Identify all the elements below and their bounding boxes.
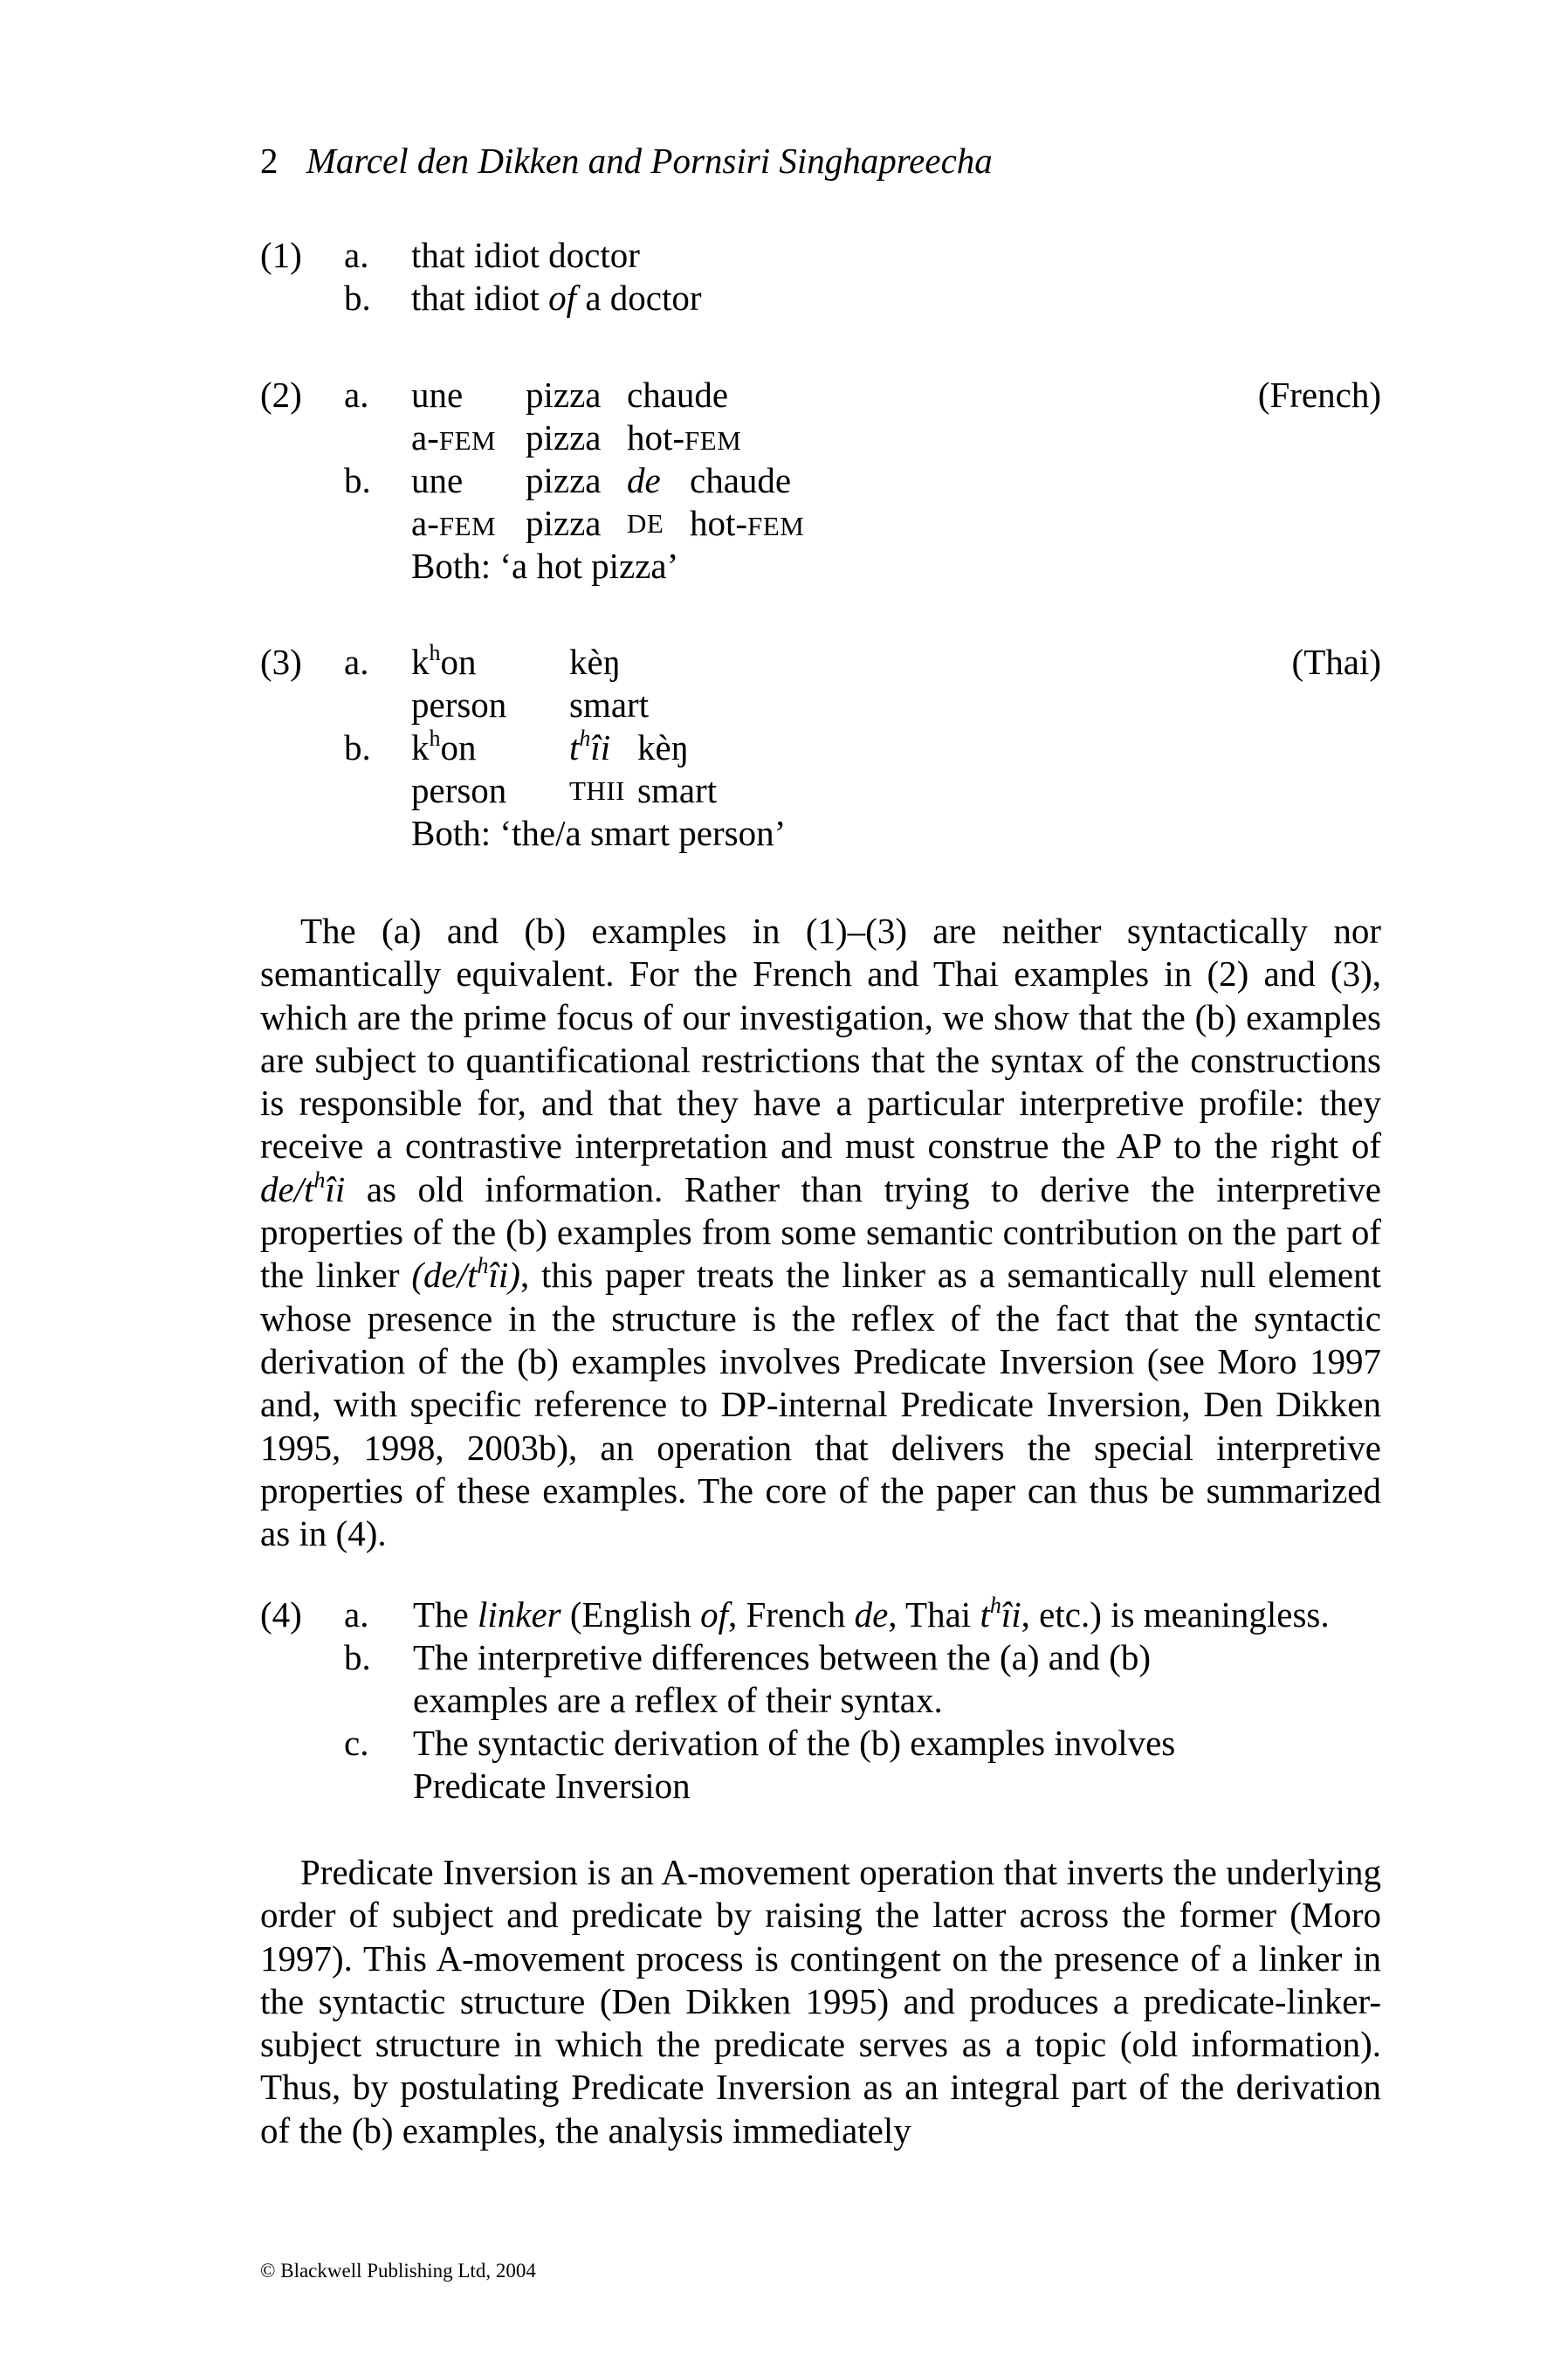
example-2a-gloss: [260, 416, 1381, 459]
example-3b: [260, 726, 1381, 769]
example-1b: [260, 277, 1381, 320]
example-label: c.: [344, 1723, 369, 1763]
word: $k^hon$: [411, 726, 477, 767]
word: chaude: [627, 375, 729, 415]
example-3a-gloss: [260, 684, 1381, 726]
example-4c: [260, 1722, 1395, 1807]
example-text: that idiot doctor: [411, 235, 640, 275]
page-number: 2: [260, 141, 279, 181]
example-1a: [260, 234, 1381, 277]
gloss: hot-FEM: [627, 417, 742, 458]
example-4b: [260, 1636, 1395, 1722]
word: une: [411, 460, 464, 500]
example-label: a.: [344, 642, 369, 682]
example-label: a.: [344, 235, 369, 275]
example-label: b.: [344, 278, 371, 318]
example-3: [260, 641, 1381, 855]
linker-parenthetical: $(de/t^hîi)$: [411, 1253, 520, 1296]
example-2b: [260, 459, 1381, 502]
example-3a: [260, 641, 1381, 684]
example-label: a.: [344, 1594, 369, 1635]
language-label: (Thai): [1291, 642, 1381, 682]
example-3-translation: [260, 812, 1381, 855]
gloss: smart: [637, 770, 718, 810]
word: chaude: [690, 460, 792, 500]
gloss: person: [411, 770, 507, 810]
example-number: (3): [260, 642, 302, 682]
linker-word: de: [627, 460, 661, 500]
gloss: hot-FEM: [690, 503, 805, 543]
example-text: The syntactic derivation of the (b) examples involves Predicate Inversion: [413, 1723, 1176, 1806]
gloss: a-FEM: [411, 417, 497, 458]
running-title: Marcel den Dikken and Pornsiri Singhapreecha: [306, 141, 993, 181]
example-number: (4): [260, 1594, 302, 1635]
translation: Both: ‘the/a smart person’: [411, 813, 787, 853]
running-header: [260, 140, 993, 182]
example-2a: [260, 374, 1381, 416]
copyright-footer: © Blackwell Publishing Ltd, 2004: [260, 2260, 536, 2282]
example-number: (1): [260, 235, 302, 275]
word: $k^hon$: [411, 640, 477, 682]
linker-de-thii: $de/t^hîi$: [260, 1167, 346, 1209]
word: pizza: [526, 375, 602, 415]
word: kèŋ: [569, 642, 621, 682]
translation: Both: ‘a hot pizza’: [411, 546, 679, 586]
gloss: THII: [569, 775, 625, 806]
linker-word: of: [548, 278, 577, 318]
example-text: that idiot of a doctor: [411, 278, 702, 318]
language-label: (French): [1257, 375, 1381, 415]
example-2-translation: [260, 545, 1381, 588]
gloss: DE: [627, 508, 664, 539]
linker-word: $t^hîi$: [569, 726, 611, 767]
word: une: [411, 375, 464, 415]
example-4: [260, 1594, 1395, 1807]
example-4a: [260, 1594, 1395, 1636]
gloss: person: [411, 685, 507, 725]
gloss: pizza: [526, 503, 602, 543]
example-label: b.: [344, 460, 371, 500]
example-text: The interpretive differences between the (a) and (b) examples are a reflex of their syntax.: [413, 1637, 1152, 1720]
example-text: The linker (English of, French de, Thai $t^hîi$, etc.) is meaningless.: [413, 1593, 1330, 1635]
example-label: a.: [344, 375, 369, 415]
gloss: smart: [569, 685, 650, 725]
gloss: a-FEM: [411, 503, 497, 543]
example-1: [260, 234, 1381, 320]
example-label: b.: [344, 727, 371, 767]
gloss: pizza: [526, 417, 602, 458]
example-number: (2): [260, 375, 302, 415]
word: pizza: [526, 460, 602, 500]
example-3b-gloss: [260, 769, 1381, 812]
word: kèŋ: [637, 727, 689, 767]
example-2b-gloss: [260, 502, 1381, 545]
example-label: b.: [344, 1637, 371, 1677]
body-paragraph-2: Predicate Inversion is an A-movement operation that inverts the underlying order of subject and predicate by raising the latter across the former (Moro 1997). This A-movement process is contingent on the presence of a linker in the syntactic structure (Den Dikken 1995) and produces a predicate-linker-subject structure in which the predicate serves as a topic (old information). Thus, by postulating Predicate Inversion as an integral part of the derivation of the (b) examples, the analysis immediately: [260, 1852, 1381, 2151]
body-paragraph-1: The (a) and (b) examples in (1)–(3) are neither syntactically nor semantically equivalent. For the French and Thai examples in (2) and (3), which are the prime focus of our investigation, we show that the (b) examples are subject to quantificational restrictions that the syntax of the constructions is responsible for, and that they have a particular interpretive profile: they receive a contrastive interpretation and must construe the AP to the right of $de/t^hîi$ as old information. Rather than trying to derive the interpretive properties of the (b) examples from some semantic contribution on the part of the linker $(de/t^hîi)$, this paper treats the linker as a semantically null element whose presence in the structure is the reflex of the fact that the syntactic derivation of the (b) examples involves Predicate Inversion (see Moro 1997 and, with specific reference to DP-internal Predicate Inversion, Den Dikken 1995, 1998, 2003b), an operation that delivers the special interpretive properties of these examples. The core of the paper can thus be summarized as in (4).: [260, 911, 1381, 1554]
example-2: [260, 374, 1381, 588]
